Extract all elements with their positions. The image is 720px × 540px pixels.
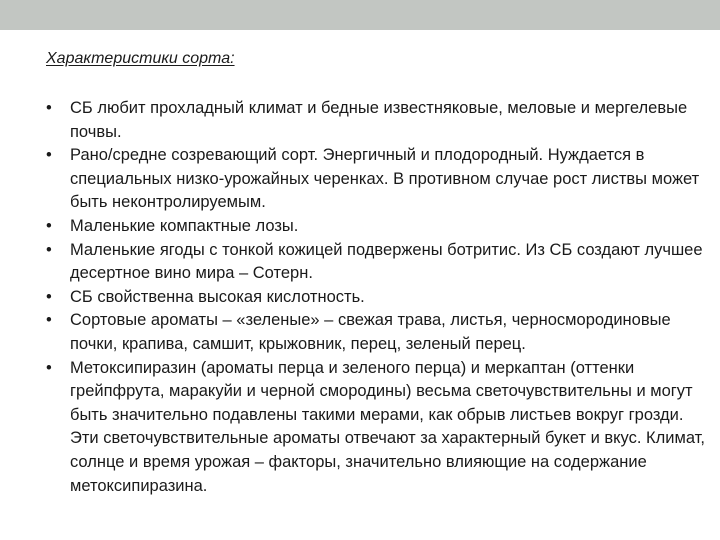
bullet-item: • Рано/средне созревающий сорт. Энергичный и плодородный. Нуждается в специальных низко-урожайных черенках. В противном случае рост листвы может быть неконтролируемым. bbox=[46, 144, 714, 215]
bullet-item: • СБ любит прохладный климат и бедные известняковые, меловые и мергелевые почвы. bbox=[46, 97, 714, 144]
bullet-item: • СБ свойственна высокая кислотность. bbox=[46, 286, 714, 310]
slide-heading: Характеристики сорта: bbox=[46, 50, 235, 67]
bullet-item: • Метоксипиразин (ароматы перца и зеленого перца) и меркаптан (оттенки грейпфрута, маракуйи и черной смородины) весьма светочувствительны и могут быть значительно подавлены такими мерами, как обрыв листьев вокруг грозди. Эти светочувствительные ароматы отвечают за характерный букет и вкус. Климат, солнце и время урожая – факторы, значительно влияющие на содержание метоксипиразина. bbox=[46, 357, 714, 499]
bullet-item: • Маленькие компактные лозы. bbox=[46, 215, 714, 239]
bullet-item: • Сортовые ароматы – «зеленые» – свежая трава, листья, черносмородиновые почки, крапива, самшит, крыжовник, перец, зеленый перец. bbox=[46, 309, 714, 356]
bullet-item: • Маленькие ягоды с тонкой кожицей подвержены ботритис. Из СБ создают лучшее десертное вино мира – Сотерн. bbox=[46, 239, 714, 286]
top-bar bbox=[0, 0, 720, 30]
bullet-list bbox=[46, 97, 714, 498]
